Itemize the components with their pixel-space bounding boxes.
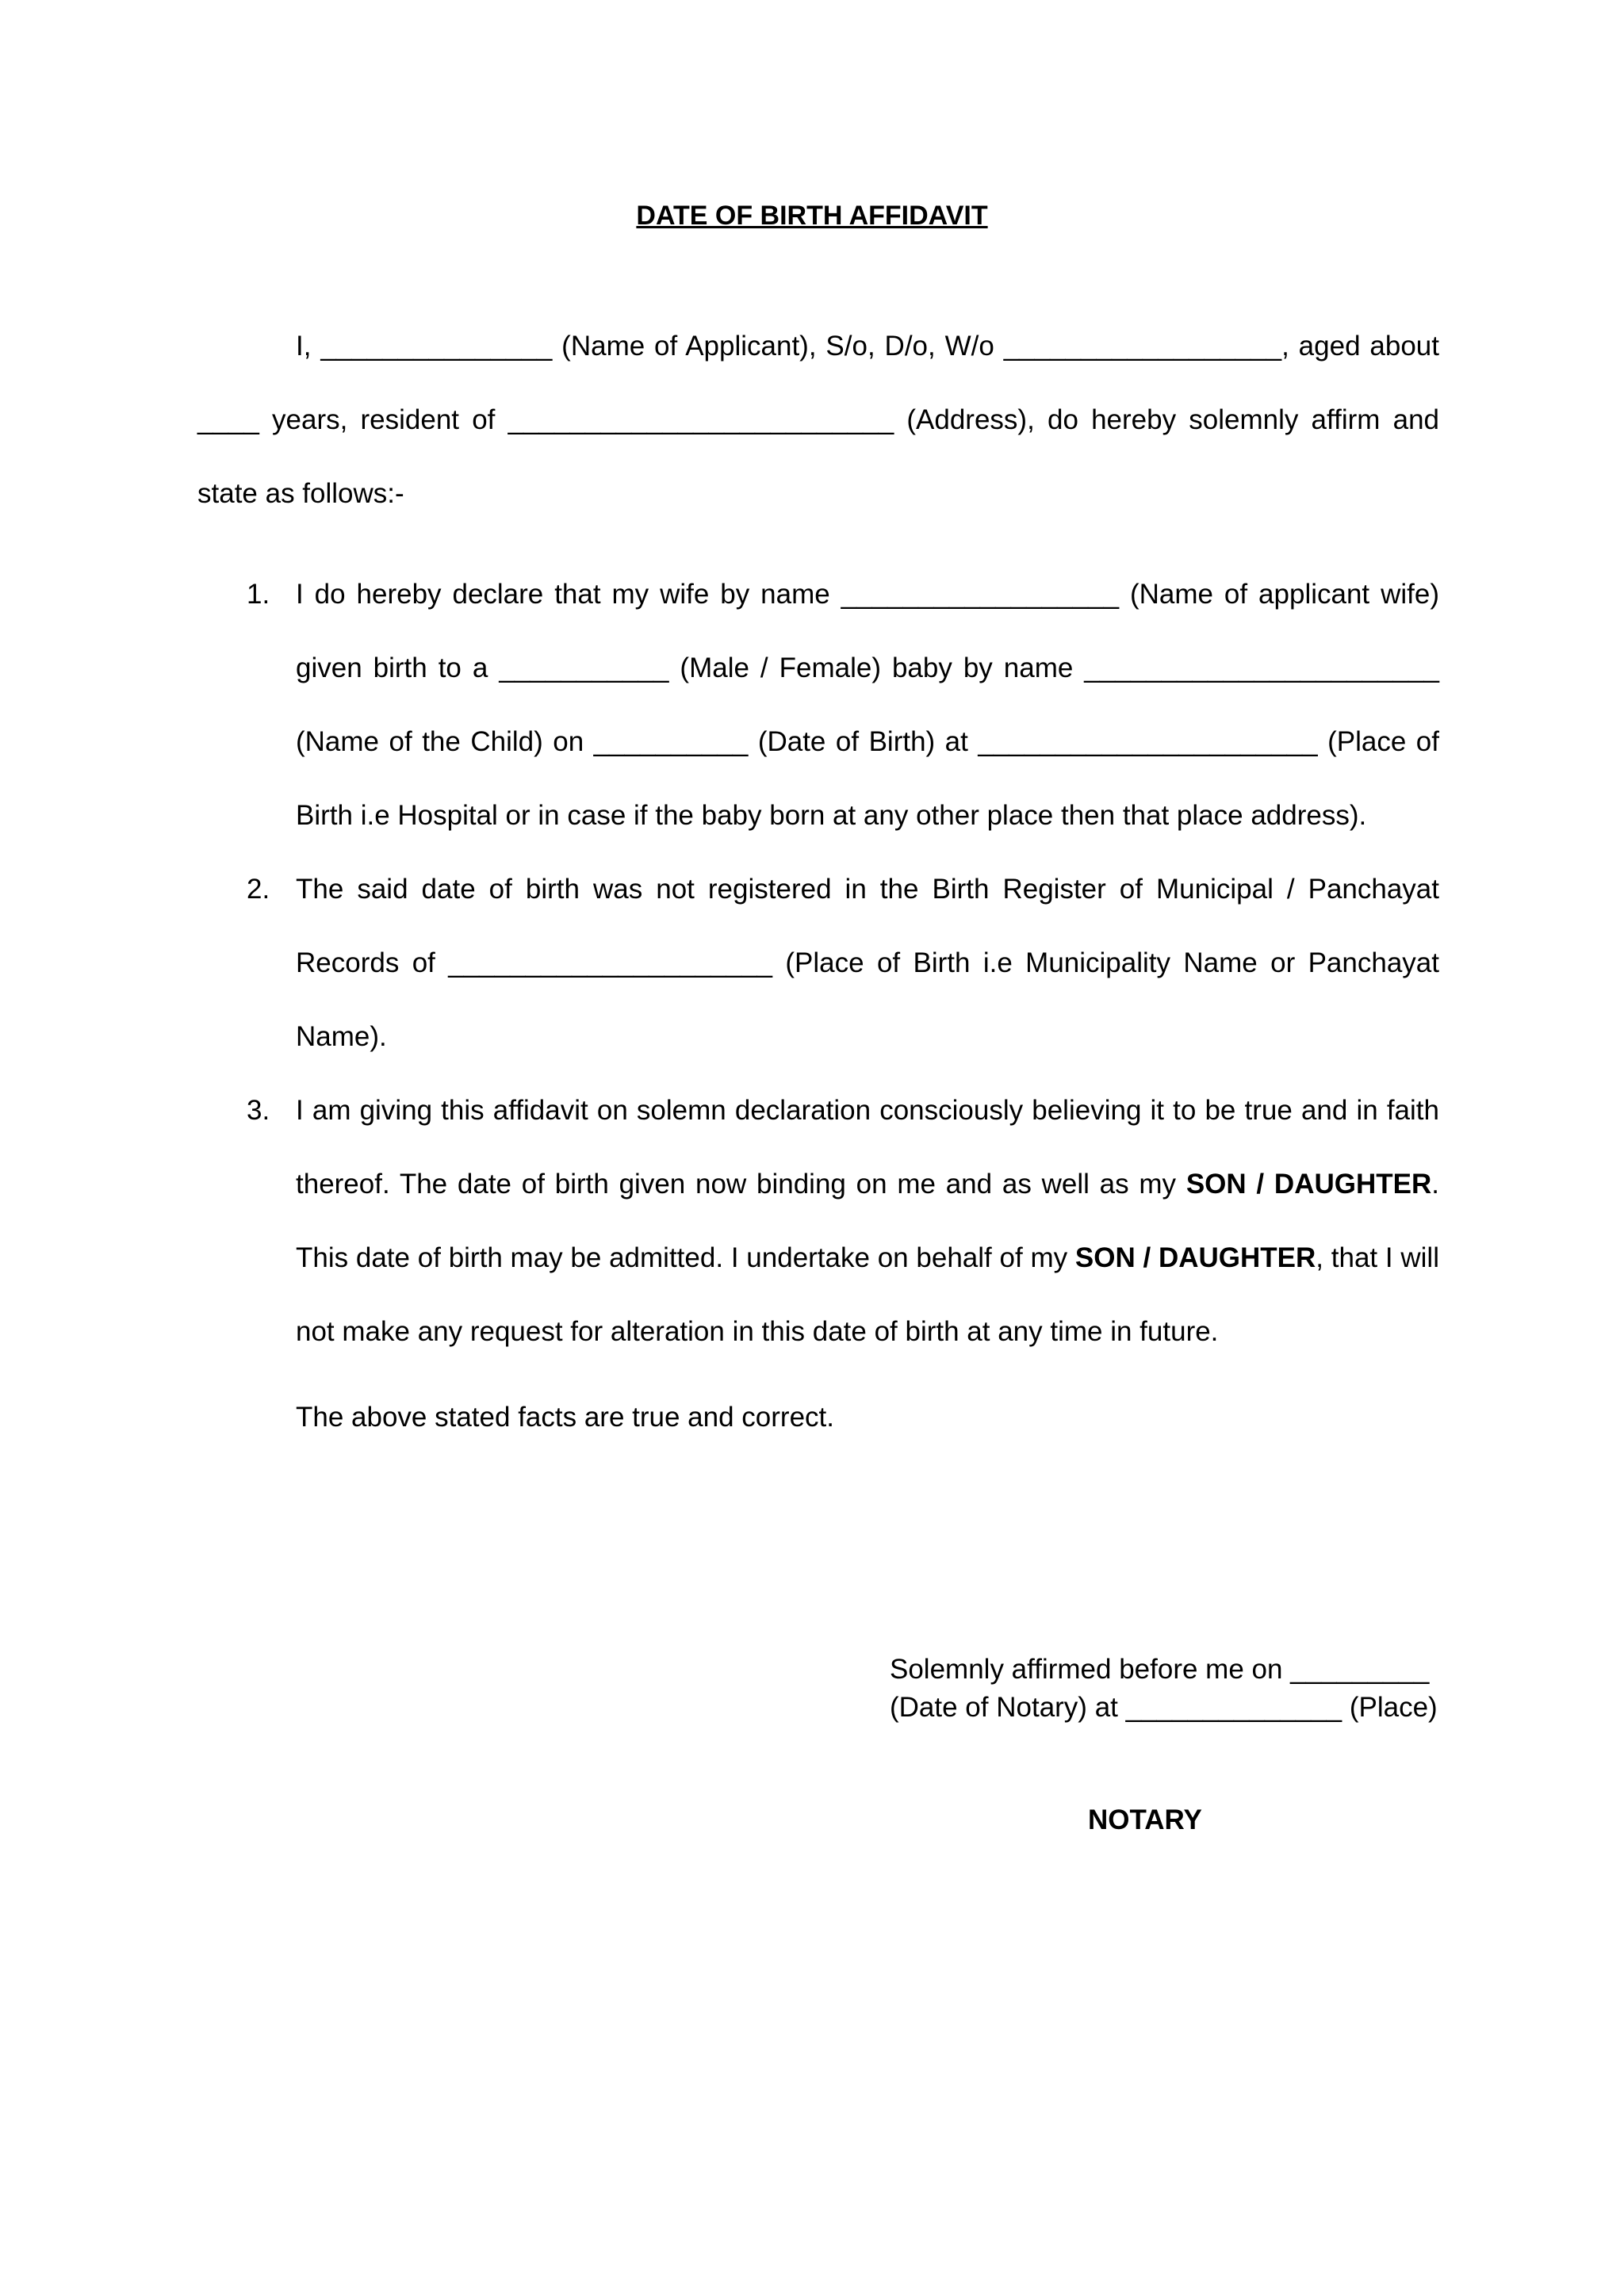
list-item-text-part: , that I will not make any request for alteration in this date of birth at any time in future.: [296, 1242, 1439, 1347]
son-daughter-emphasis: SON / DAUGHTER: [1074, 1242, 1316, 1273]
page-title: DATE OF BIRTH AFFIDAVIT: [636, 201, 988, 231]
list-item-number: 3.: [247, 1095, 270, 1126]
list-item-text-part: . This date of birth may be admitted. I undertake on behalf of my: [296, 1169, 1439, 1273]
intro-paragraph: I, _______________ (Name of Applicant), S/o, D/o, W/o __________________, aged about ____ years, resident of _________________________ (Address), do hereby solemnly affirm and state as follows:-: [197, 331, 1439, 509]
declaration-list: [197, 557, 1439, 1368]
list-item-text: The said date of birth was not registered in the Birth Register of Municipal / Panchayat Records of _____________________ (Place of Birth i.e Municipality Name or Panchayat Name).: [296, 874, 1439, 1052]
notary-affirmation-block: [890, 1651, 1438, 1727]
list-item-text: I do hereby declare that my wife by name __________________ (Name of applicant wife) given birth to a ___________ (Male / Female) baby by name _______________________ (Name of the Child) on __________ (Date of Birth) at ______________________ (Place of Birth i.e Hospital or in case if the baby born at any other place then that place address).: [296, 579, 1439, 831]
affirmation-line: (Date of Notary) at ______________ (Place): [890, 1692, 1438, 1723]
closing-statement: The above stated facts are true and correct.: [296, 1402, 834, 1433]
son-daughter-emphasis: SON / DAUGHTER: [1185, 1169, 1432, 1200]
notary-label: NOTARY: [1088, 1804, 1202, 1835]
list-item: [197, 557, 1439, 852]
list-item-text-part: I am giving this affidavit on solemn declaration consciously believing it to be true and in faith thereof. The date of birth given now binding on me and as well as my: [296, 1095, 1439, 1200]
list-item-number: 1.: [247, 579, 270, 610]
list-item-number: 2.: [247, 874, 270, 905]
affirmation-line: Solemnly affirmed before me on _________: [890, 1654, 1430, 1685]
list-item: [197, 852, 1439, 1073]
list-item: [197, 1073, 1439, 1368]
